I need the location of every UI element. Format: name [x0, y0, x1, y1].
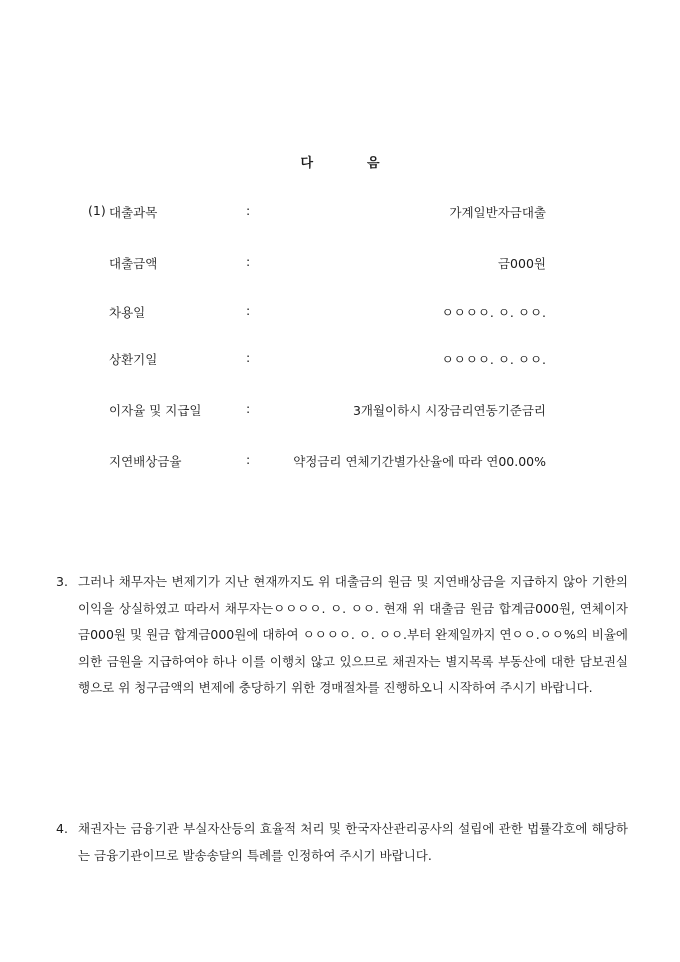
paragraph-text: 채권자는 금융기관 부실자산등의 효율적 처리 및 한국자산관리공사의 설립에 관한 법률각호에 해당하는 금융기관이므로 발송송달의 특례를 인정하여 주시기 바랍니다. — [78, 821, 628, 863]
paragraph-4 — [56, 816, 628, 869]
item-value: 3개월이하시 시장금리연동기준금리 — [352, 403, 546, 418]
item-row-borrow-date — [0, 303, 680, 323]
item-label: 대출과목 — [109, 205, 158, 220]
item-colon: : — [246, 452, 251, 467]
paragraph-text: 그러나 채무자는 변제기가 지난 현재까지도 위 대출금의 원금 및 지연배상금을 지급하지 않아 기한의 이익을 상실하였고 따라서 채무자는ㅇㅇㅇㅇ. ㅇ. ㅇㅇ. 현재 위 대출금 원금 합계금000원, 연체이자 금000원 및 원금 합계금000원에 대하여 ㅇㅇㅇㅇ. ㅇ. ㅇㅇ.부터 완제일까지 연ㅇㅇ.ㅇㅇ%의 비율에 의한 금원을 지급하여야 하나 이를 이행치 않고 있으므로 채권자는 별지목록 부동산에 대한 담보권실행으로 위 청구금액의 변제에 충당하기 위한 경매절차를 진행하오니 시작하여 주시기 바랍니다. — [78, 574, 628, 695]
heading-left-char: 다 — [300, 156, 313, 171]
item-label: 차용일 — [109, 305, 146, 320]
section-heading — [0, 152, 680, 171]
paragraph-number: 3. — [56, 574, 68, 589]
item-label: 상환기일 — [109, 352, 158, 367]
item-value: ㅇㅇㅇㅇ. ㅇ. ㅇㅇ. — [441, 352, 546, 367]
item-value: 약정금리 연체기간별가산율에 따라 연00.00% — [293, 454, 546, 469]
heading-right-char: 음 — [367, 156, 380, 171]
paragraph-3 — [56, 569, 628, 702]
item-value: ㅇㅇㅇㅇ. ㅇ. ㅇㅇ. — [441, 305, 546, 320]
item-row-interest-rate — [0, 401, 680, 421]
item-colon: : — [246, 401, 251, 416]
item-row-due-date — [0, 350, 680, 370]
item-row-late-rate — [0, 452, 680, 472]
item-label: 이자율 및 지급일 — [109, 403, 202, 418]
item-value: 금000원 — [497, 256, 546, 271]
item-label: 대출금액 — [109, 256, 158, 271]
item-row-loan-type — [0, 203, 680, 223]
item-colon: : — [246, 303, 251, 318]
item-number: (1) — [88, 203, 106, 218]
item-colon: : — [246, 350, 251, 365]
item-value: 가계일반자금대출 — [449, 205, 546, 220]
item-label: 지연배상금율 — [109, 454, 182, 469]
paragraph-number: 4. — [56, 821, 68, 836]
item-colon: : — [246, 203, 251, 218]
item-colon: : — [246, 254, 251, 269]
item-row-loan-amount — [0, 254, 680, 274]
